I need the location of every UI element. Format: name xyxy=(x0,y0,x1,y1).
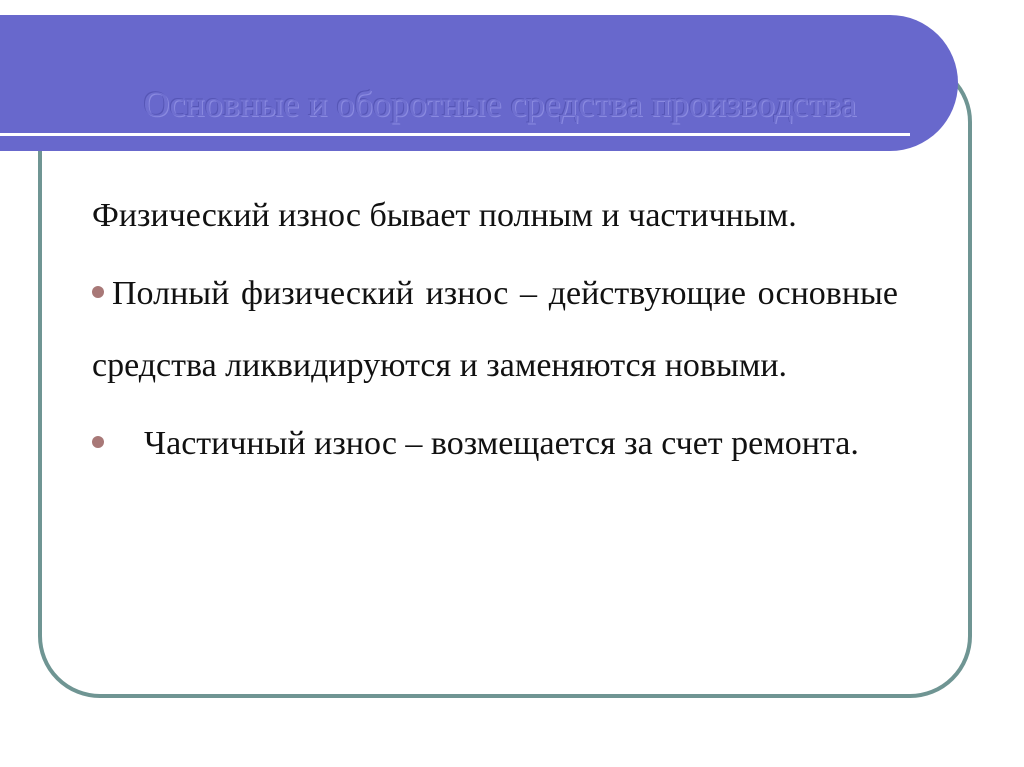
bullet-item-partial-wear xyxy=(92,408,898,480)
bullet-item-full-wear xyxy=(92,258,898,402)
bullet-text-partial-wear: Частичный износ – возмещается за счет ремонта. xyxy=(144,425,859,462)
header-divider xyxy=(0,133,910,136)
bullet-dot-icon xyxy=(92,286,104,298)
intro-paragraph: Физический износ бывает полным и частичным. xyxy=(92,197,797,234)
bullet-dot-icon xyxy=(92,436,104,448)
slide-body xyxy=(92,180,898,486)
bullet-text-full-wear: Полный физический износ – действующие основные средства ликвидируются и заменяются новыми. xyxy=(92,275,898,384)
slide-title: Основные и оборотные средства производства xyxy=(143,84,857,124)
